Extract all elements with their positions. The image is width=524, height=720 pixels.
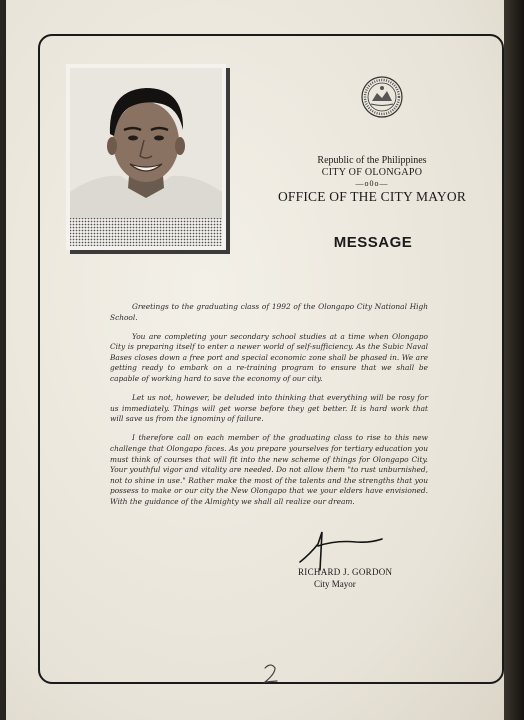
handwritten-page-number — [261, 660, 281, 686]
letterhead-divider: —o0o— — [355, 179, 389, 188]
letterhead — [254, 155, 490, 205]
yearbook-page — [6, 0, 504, 720]
message-paragraph: Let us not, however, be deluded into thinking that everything will be rosy for us immediately. Things will get worse before they get better. It is hard work that will save us from the ignominy of failure. — [110, 393, 428, 424]
signer-role: City Mayor — [314, 579, 356, 589]
city-seal-logo — [361, 76, 403, 118]
message-paragraph: Greetings to the graduating class of 1992 of the Olongapo City National High School. — [110, 302, 428, 322]
mayor-portrait-photo — [66, 64, 226, 250]
signer-name: RICHARD J. GORDON — [298, 567, 393, 577]
message-body — [110, 302, 428, 516]
letterhead-republic: Republic of the Philippines — [317, 155, 427, 166]
book-binding-edge — [504, 0, 524, 720]
letterhead-office: OFFICE OF THE CITY MAYOR — [277, 189, 467, 204]
message-title: MESSAGE — [333, 234, 413, 251]
message-paragraph: You are completing your secondary school studies at a time when Olongapo City is preparing itself to enter a newer world of self-sufficiency. As the Subic Naval Bases closes down a free port and special economic zone shall be phased in. We are getting ready to embark on a re-training program to ensure that we shall be capable of working hard to save the economy of our city. — [110, 331, 428, 384]
message-paragraph: I therefore call on each member of the graduating class to rise to this new challenge that Olongapo faces. As you prepare yourselves for tertiary education you must think of courses that will fit into the new scheme of things for Olongapo City. Your youthful vigor and vitality are needed. Do not allow them "to rust unburnished, not to shine in use." Rather make the most of the talents and the strengths that you possess to make or our city the New Olongapo that we your elders have envisioned. With the guidance of the Almighty we shall all realize our dream. — [110, 433, 428, 506]
letterhead-city: CITY OF OLONGAPO — [321, 167, 423, 178]
signer-block — [298, 566, 438, 590]
